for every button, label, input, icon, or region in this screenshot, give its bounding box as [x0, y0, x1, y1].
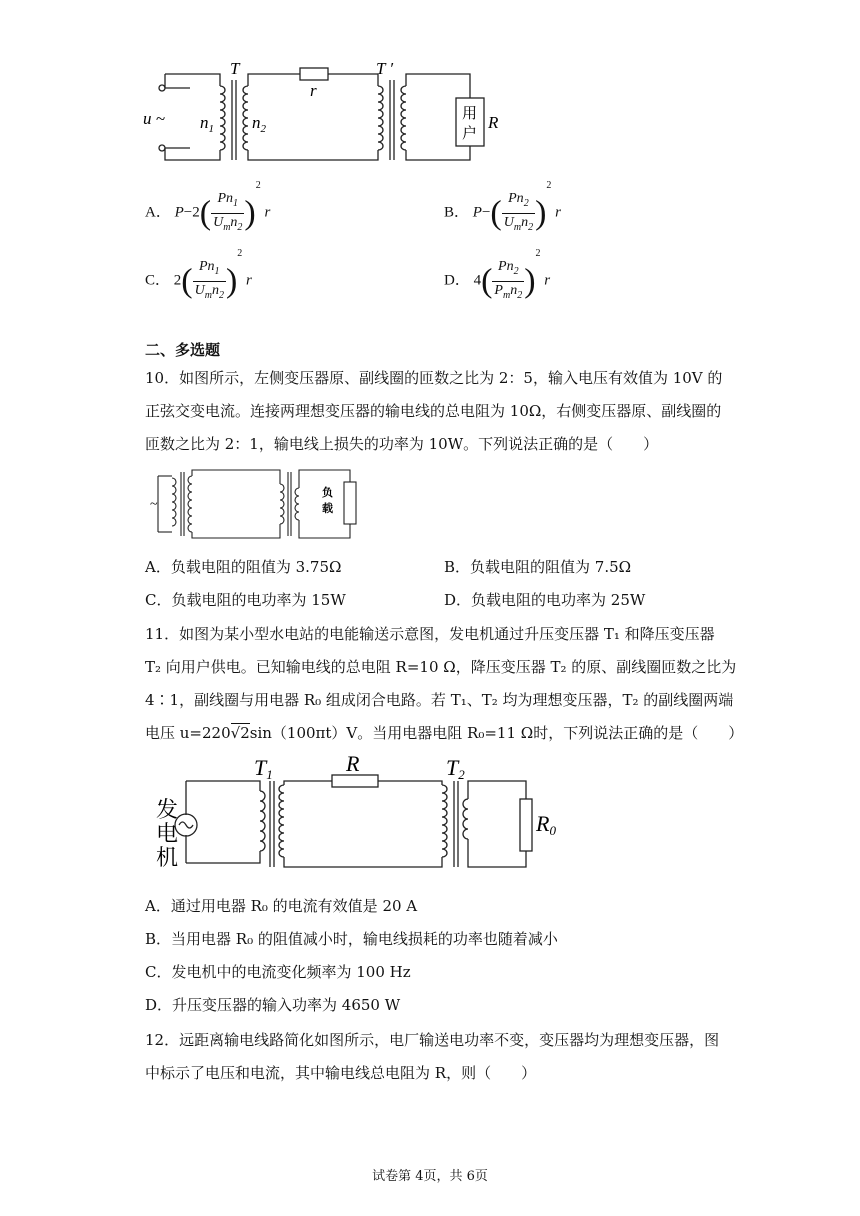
- fig9-T: T: [230, 60, 240, 78]
- fig11-T1: T1: [254, 755, 273, 782]
- q11-stem-line1: 11．如图为某小型水电站的电能输送示意图，发电机通过升压变压器 T₁ 和降压变压器: [145, 625, 715, 643]
- fig11-gen-3: 机: [156, 845, 179, 870]
- section-heading-multi-choice: 二、多选题: [145, 341, 221, 359]
- q10-stem-line1: 10．如图所示，左侧变压器原、副线圈的匝数之比为 2：5，输入电压有效值为 10V 的: [145, 369, 723, 387]
- q9-option-b[interactable]: B． P−( $\frac{Pn_2}{U_mn_2}$ )$^2$ r: [444, 180, 562, 233]
- q12-stem-line1: 12．远距离输电线路简化如图所示，电厂输送电功率不变，变压器均为理想变压器，图: [145, 1031, 720, 1049]
- q9-circuit-diagram: [140, 60, 510, 170]
- q10-circuit-diagram: [150, 466, 370, 542]
- q9-option-a[interactable]: A． P−2( $\frac{Pn_1}{U_mn_2}$ )$^2$ r: [145, 180, 271, 233]
- q9-option-c[interactable]: C． 2( $\frac{Pn_1}{U_mn_2}$ )$^2$ r: [145, 248, 252, 301]
- fig9-load-label-1: 用: [462, 106, 478, 122]
- fig9-r: r: [310, 81, 317, 100]
- q10-option-d[interactable]: D．负载电阻的电功率为 25W: [444, 591, 646, 609]
- fig11-gen-2: 电: [156, 821, 179, 846]
- q11-option-c[interactable]: C．发电机中的电流变化频率为 100 Hz: [145, 963, 411, 981]
- q11-option-b[interactable]: B．当用电器 R₀ 的阻值减小时，输电线损耗的功率也随着减小: [145, 930, 558, 948]
- fig9-R: R: [488, 113, 499, 132]
- fig11-gen-1: 发: [156, 797, 179, 822]
- fig10-load-2: 载: [322, 503, 333, 515]
- fig9-load-label-2: 户: [462, 126, 478, 142]
- q11-circuit-diagram: [150, 755, 570, 875]
- q11-option-a[interactable]: A．通过用电器 R₀ 的电流有效值是 20 A: [145, 897, 418, 915]
- q12-stem-line2: 中标示了电压和电流，其中输电线总电阻为 R，则（ ）: [145, 1064, 537, 1082]
- q10-stem-line2: 正弦交变电流。连接两理想变压器的输电线的总电阻为 10Ω，右侧变压器原、副线圈的: [145, 402, 722, 420]
- q10-option-c[interactable]: C．负载电阻的电功率为 15W: [145, 591, 346, 609]
- fig9-u-label: u ~: [143, 109, 165, 128]
- fig11-T2: T2: [446, 755, 465, 782]
- q10-stem-line3: 匝数之比为 2：1，输电线上损失的功率为 10W。下列说法正确的是（ ）: [145, 435, 659, 453]
- fig9-T-prime: T ′: [376, 60, 394, 78]
- q10-option-a[interactable]: A．负载电阻的阻值为 3.75Ω: [145, 558, 342, 576]
- fig9-n1: $n_1$: [200, 113, 214, 135]
- q10-option-b[interactable]: B．负载电阻的阻值为 7.5Ω: [444, 558, 632, 576]
- fig10-source-label: ~: [150, 497, 158, 512]
- q11-stem-line4: 电压 u=220√2sin（100πt）V。当用电器电阻 R₀=11 Ω时，下列说法正确的是（ ）: [145, 724, 744, 742]
- q11-option-d[interactable]: D．升压变压器的输入功率为 4650 W: [145, 996, 401, 1014]
- fig10-load-1: 负: [322, 487, 333, 499]
- q11-stem-line3: 4∶1，副线圈与用电器 R₀ 组成闭合电路。若 T₁、T₂ 均为理想变压器，T₂ 的副线圈两端: [145, 691, 734, 709]
- page-footer: 试卷第 4页，共 6页: [372, 1169, 488, 1184]
- fig9-n2: $n_2$: [252, 113, 266, 135]
- fig11-R: R: [346, 755, 360, 776]
- q11-stem-line2: T₂ 向用户供电。已知输电线的总电阻 R=10 Ω，降压变压器 T₂ 的原、副线圈匝数之比为: [145, 658, 737, 676]
- q9-option-d[interactable]: D． 4( $\frac{Pn_2}{P_mn_2}$ )$^2$ r: [444, 248, 551, 301]
- fig11-R0: R0: [536, 811, 556, 838]
